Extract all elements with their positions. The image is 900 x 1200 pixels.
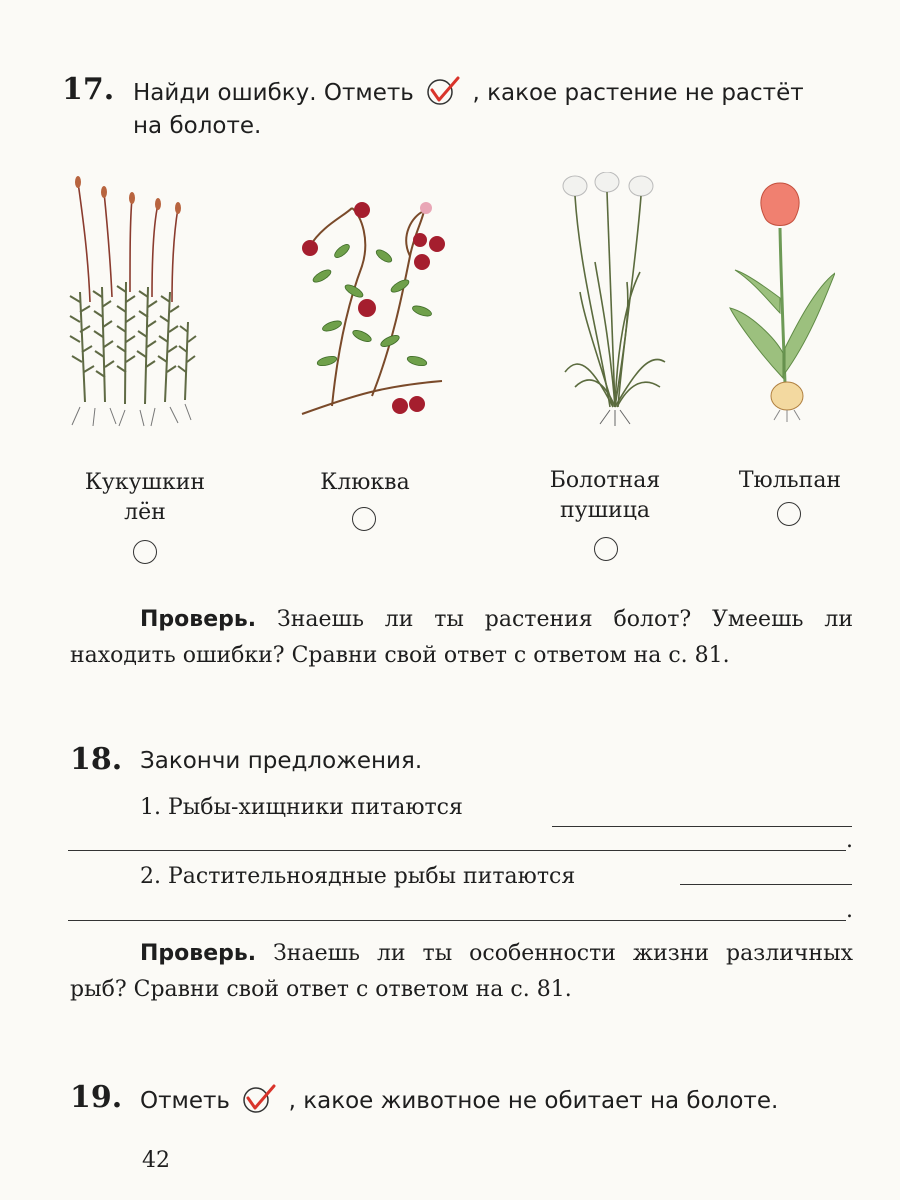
plant-2-line1: Клюква: [320, 470, 410, 495]
tulip-illustration: [725, 178, 835, 428]
answer-circle-tulip[interactable]: [777, 502, 801, 526]
task-17-check: [70, 602, 853, 674]
plant-1-line2: лён: [124, 500, 166, 525]
plant-1-line1: Кукушкин: [84, 470, 206, 495]
page-number: 42: [142, 1148, 170, 1173]
plant-label-cuckoo-flax: [55, 468, 235, 528]
task-18-check: [70, 936, 853, 1008]
plant-label-cranberry: [290, 468, 440, 498]
answer-end-dot-1: .: [846, 828, 853, 853]
task-17-text-before: Найди ошибку. Отметь: [133, 80, 414, 106]
task-19-text-before: Отметь: [140, 1088, 230, 1114]
plant-3-line1: Болотная: [549, 468, 661, 493]
answer-line-1b[interactable]: [68, 850, 846, 851]
checkmark-circle-icon: [241, 1084, 277, 1114]
task-19-text-after: , какое животное не обитает на болоте.: [288, 1088, 779, 1114]
task-18-item-1: 1. Рыбы-хищники питаются: [140, 795, 463, 820]
task-17-check-text: Знаешь ли ты растения болот? Умеешь ли находить ошибки? Сравни свой ответ с ответом на с. 81.: [70, 607, 853, 668]
task-18-check-word: Проверь.: [140, 941, 257, 966]
checkmark-circle-icon: [425, 76, 461, 106]
answer-circle-cuckoo-flax[interactable]: [133, 540, 157, 564]
task-19-number: 19.: [70, 1080, 123, 1115]
task-18-title: Закончи предложения.: [140, 748, 423, 774]
plant-label-tulip: [715, 466, 865, 496]
answer-end-dot-2: .: [846, 898, 853, 923]
task-17-text-after: , какое растение не растёт: [472, 80, 804, 106]
plant-3-line2: пушица: [560, 498, 650, 523]
haircap-moss-illustration: [60, 172, 210, 432]
cotton-grass-illustration: [555, 172, 675, 427]
plant-4-line1: Тюльпан: [738, 468, 842, 493]
task-19-text: [140, 1084, 860, 1114]
task-17-number: 17.: [62, 72, 115, 107]
task-17-text-line2: на болоте.: [133, 113, 262, 139]
task-17-text: [133, 76, 863, 106]
answer-circle-cotton-grass[interactable]: [594, 537, 618, 561]
answer-line-2b[interactable]: [68, 920, 846, 921]
task-18-item-2: 2. Растительноядные рыбы питаются: [140, 864, 576, 889]
answer-circle-cranberry[interactable]: [352, 507, 376, 531]
task-18-number: 18.: [70, 742, 123, 777]
cranberry-illustration: [292, 196, 452, 426]
plant-label-cotton-grass: [520, 466, 690, 526]
task-18-check-text: Знаешь ли ты особенности жизни различных рыб? Сравни свой ответ с ответом на с. 81.: [70, 941, 853, 1002]
answer-line-1a[interactable]: [552, 826, 852, 827]
answer-line-2a[interactable]: [680, 884, 852, 885]
task-17-check-word: Проверь.: [140, 607, 257, 632]
